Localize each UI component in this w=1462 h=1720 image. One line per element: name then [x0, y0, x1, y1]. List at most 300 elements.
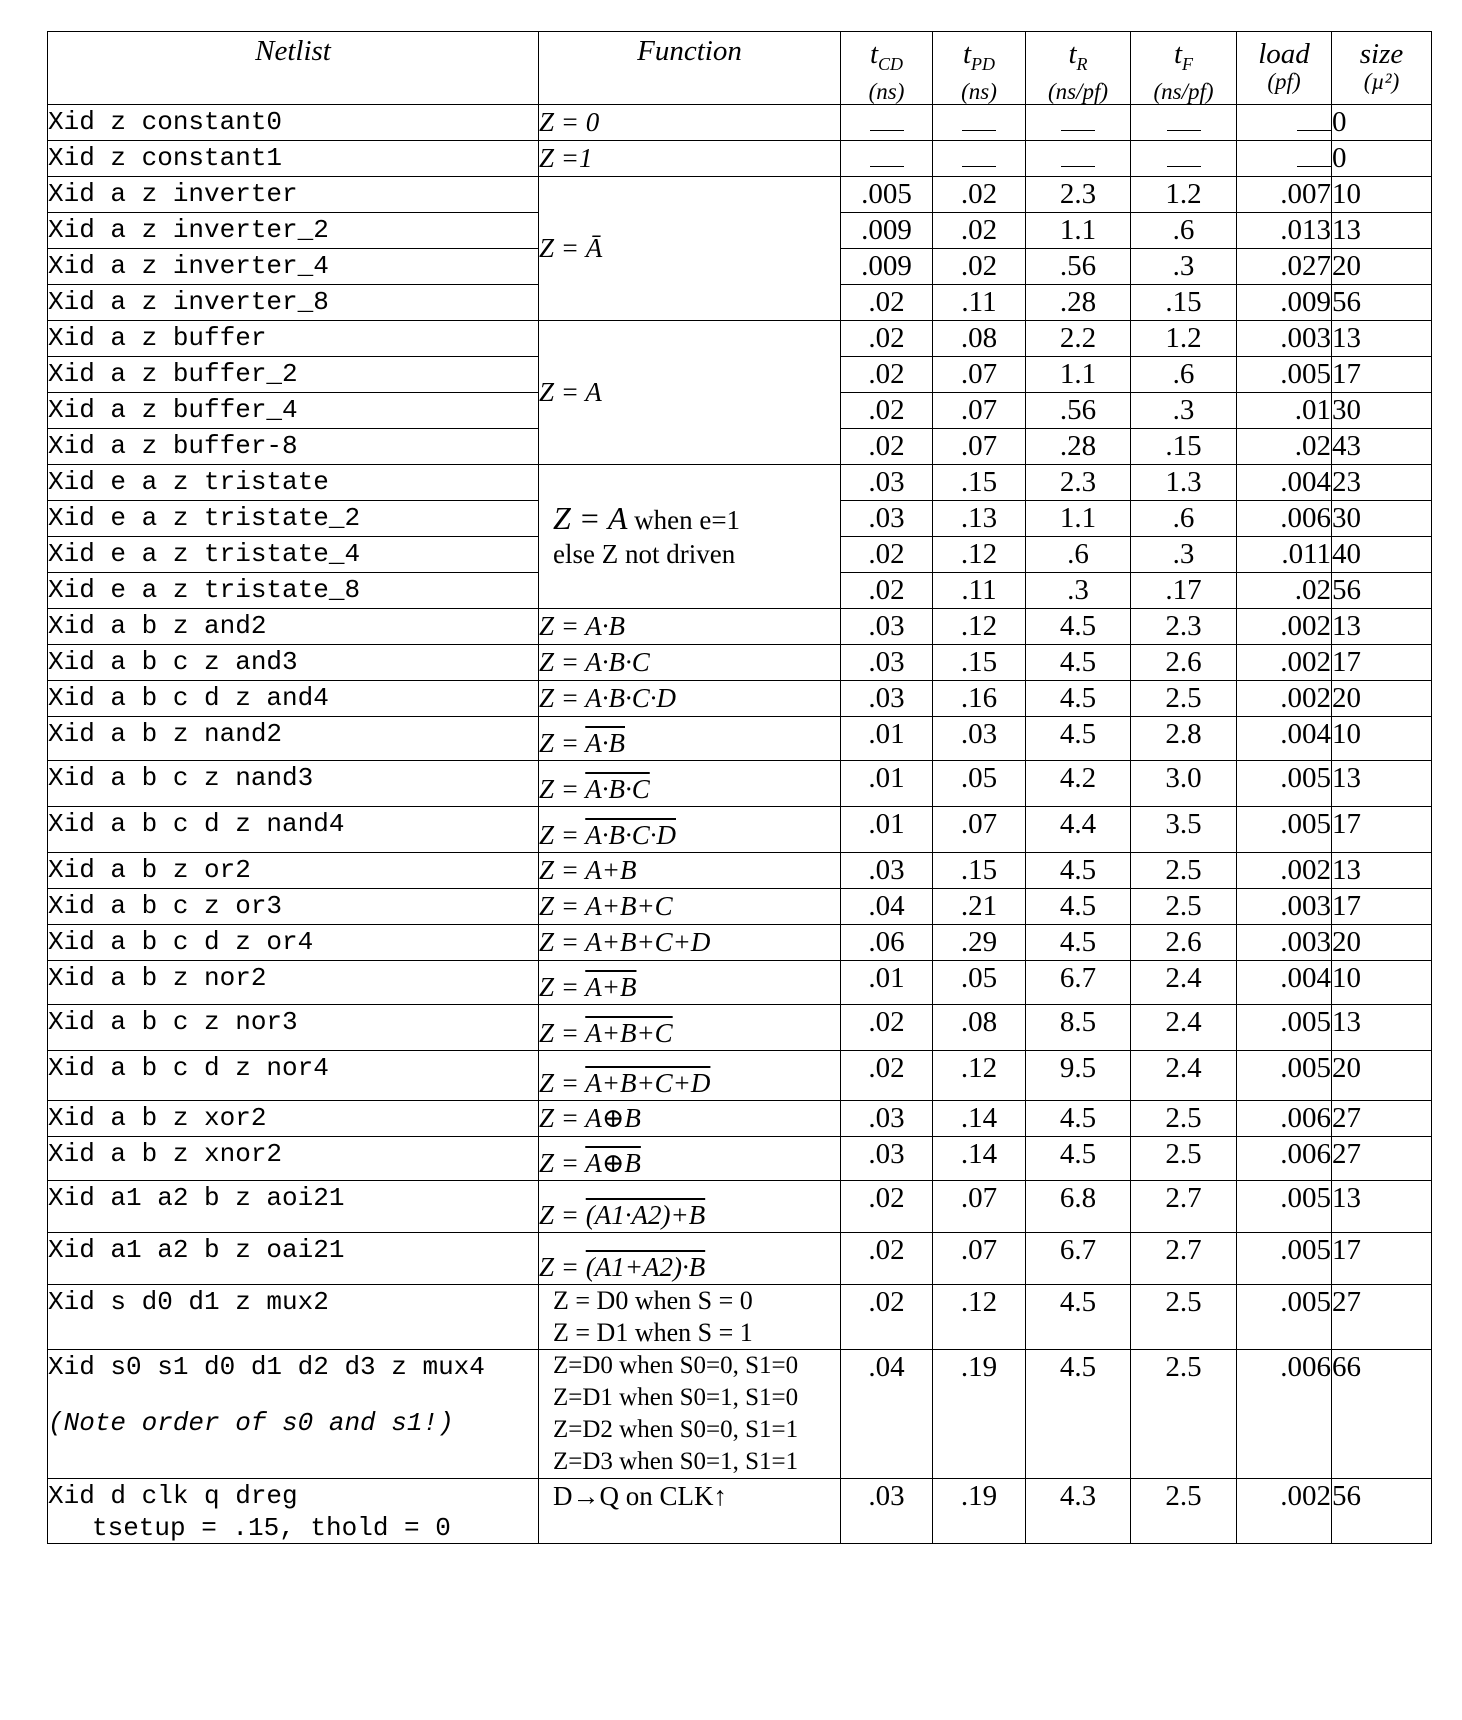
netlist-text: Xid a b z or2: [48, 854, 251, 885]
load-value: .005: [1280, 1285, 1331, 1318]
netlist-cell: [48, 1232, 539, 1284]
tpd-value: .19: [960, 1479, 998, 1512]
load-value: .006: [1280, 501, 1331, 534]
load-cell: [1237, 1136, 1332, 1180]
tf-cell: [1131, 644, 1237, 680]
load-cell: [1237, 176, 1332, 212]
tpd-value: .12: [960, 1285, 998, 1318]
tf-cell: [1131, 1349, 1237, 1478]
load-cell: [1237, 356, 1332, 392]
table-row: [48, 464, 1432, 500]
tcd-value: .009: [861, 213, 912, 246]
size-cell: [1332, 464, 1432, 500]
load-value: .005: [1280, 357, 1331, 390]
function-eq: Z = A: [553, 500, 628, 537]
tf-value: 2.6: [1165, 645, 1202, 678]
netlist-text: Xid z constant0: [48, 106, 283, 137]
tcd-cell: [841, 1180, 933, 1232]
tpd-cell: [933, 284, 1026, 320]
tpd-cell: [933, 104, 1026, 140]
size-cell: [1332, 608, 1432, 644]
netlist-text: Xid a b z and2: [48, 610, 267, 641]
table-row: [48, 608, 1432, 644]
tr-cell: [1026, 924, 1131, 960]
tr-cell: [1026, 284, 1131, 320]
load-cell: [1237, 644, 1332, 680]
load-value: .013: [1280, 213, 1331, 246]
header-size: size (µ²): [1332, 32, 1432, 105]
size-value: 56: [1332, 285, 1361, 318]
function-cell: [539, 1349, 841, 1478]
tcd-cell: [841, 320, 933, 356]
function-text: Z = A·B: [539, 610, 625, 641]
netlist-cell: [48, 320, 539, 356]
function-overlined: A·B: [585, 727, 625, 758]
tcd-cell: [841, 140, 933, 176]
size-value: 17: [1332, 807, 1361, 840]
load-cell: [1237, 1232, 1332, 1284]
size-value: 20: [1332, 925, 1361, 958]
tf-value: 2.7: [1165, 1181, 1202, 1214]
size-cell: [1332, 212, 1432, 248]
tcd-value: .02: [868, 285, 905, 318]
tcd-value: .01: [868, 961, 905, 994]
table-row: [48, 1284, 1432, 1349]
tcd-value: .03: [868, 853, 905, 886]
tr-cell: [1026, 806, 1131, 852]
function-prefix: Z =: [539, 1199, 586, 1230]
tf-cell: [1131, 356, 1237, 392]
tcd-cell: [841, 716, 933, 760]
tcd-cell: [841, 608, 933, 644]
tr-value: 4.5: [1059, 717, 1097, 750]
size-value: 27: [1332, 1285, 1361, 1318]
tf-cell: [1131, 680, 1237, 716]
tf-value: 2.4: [1165, 1051, 1202, 1084]
function-overlined: A+B: [585, 971, 637, 1002]
tcd-cell: [841, 1136, 933, 1180]
function-line: [553, 501, 840, 537]
netlist-cell: [48, 1284, 539, 1349]
tr-value: 6.8: [1059, 1181, 1097, 1214]
load-value: .006: [1280, 1101, 1331, 1134]
load-cell: [1237, 140, 1332, 176]
tpd-value: .07: [960, 393, 998, 426]
table-row: [48, 644, 1432, 680]
size-cell: [1332, 716, 1432, 760]
netlist-text: Xid a z buffer_4: [48, 394, 298, 425]
function-text: Z = A+B: [539, 854, 637, 885]
tcd-cell: [841, 284, 933, 320]
tpd-value: .11: [961, 285, 997, 318]
load-value: .005: [1280, 1233, 1331, 1266]
tpd-cell: [933, 140, 1026, 176]
tr-cell: [1026, 320, 1131, 356]
tr-cell: [1026, 248, 1131, 284]
tpd-value: .05: [960, 961, 998, 994]
size-value: 0: [1332, 141, 1347, 174]
tpd-cell: [933, 1232, 1026, 1284]
netlist-text: Xid a b c d z and4: [48, 682, 329, 713]
size-value: 17: [1332, 1233, 1361, 1266]
function-cell: [539, 140, 841, 176]
tpd-value: .15: [960, 465, 998, 498]
tcd-value: .02: [868, 357, 905, 390]
tpd-value: .03: [960, 717, 998, 750]
tr-cell: [1026, 1100, 1131, 1136]
function-line: Z=D3 when S0=1, S1=1: [553, 1447, 799, 1475]
tr-value: 4.5: [1059, 609, 1097, 642]
netlist-cell: [48, 428, 539, 464]
size-cell: [1332, 248, 1432, 284]
size-cell: [1332, 1180, 1432, 1232]
size-value: 30: [1332, 393, 1361, 426]
netlist-cell: [48, 1004, 539, 1050]
netlist-cell: [48, 960, 539, 1004]
tf-value: .6: [1172, 501, 1195, 534]
tpd-cell: [933, 428, 1026, 464]
tpd-value: .15: [960, 853, 998, 886]
function-text: Z = A+B+C+D: [539, 926, 711, 957]
function-cell: [539, 806, 841, 852]
table-row: [48, 1050, 1432, 1100]
tr-value: 6.7: [1059, 1233, 1097, 1266]
tcd-cell: [841, 960, 933, 1004]
tf-value: 1.2: [1165, 177, 1202, 210]
tf-value: .17: [1165, 573, 1202, 606]
load-cell: [1237, 212, 1332, 248]
dash-mark: [1061, 130, 1095, 131]
table-row: [48, 1349, 1432, 1478]
header-row: [48, 32, 1432, 105]
netlist-cell: [48, 356, 539, 392]
function-cell: [539, 1180, 841, 1232]
table-row: [48, 924, 1432, 960]
netlist-text: Xid a z inverter_8: [48, 286, 329, 317]
table-row: [48, 1478, 1432, 1543]
size-cell: [1332, 852, 1432, 888]
tf-value: 2.5: [1165, 1350, 1202, 1383]
load-value: .005: [1280, 761, 1331, 794]
netlist-text: Xid a b z xnor2: [48, 1138, 283, 1169]
dash-mark: [1297, 130, 1331, 131]
size-value: 27: [1332, 1101, 1361, 1134]
function-cell: [539, 1232, 841, 1284]
tcd-cell: [841, 1284, 933, 1349]
load-value: .02: [1294, 573, 1331, 606]
tf-cell: [1131, 924, 1237, 960]
tr-value: .28: [1059, 285, 1097, 318]
tpd-cell: [933, 760, 1026, 806]
function-overlined: (A1·A2)+B: [585, 1199, 706, 1230]
table-row: [48, 960, 1432, 1004]
load-cell: [1237, 464, 1332, 500]
tpd-value: .07: [960, 1181, 998, 1214]
tr-value: 4.5: [1059, 1350, 1097, 1383]
tr-cell: [1026, 536, 1131, 572]
function-prefix: Z =: [539, 773, 586, 804]
dash-mark: [1061, 166, 1095, 167]
tpd-cell: [933, 960, 1026, 1004]
load-cell: [1237, 888, 1332, 924]
tr-cell: [1026, 1180, 1131, 1232]
tr-value: 4.5: [1059, 1285, 1097, 1318]
tcd-value: .04: [868, 1350, 905, 1383]
tr-value: 4.5: [1059, 681, 1097, 714]
tcd-cell: [841, 888, 933, 924]
tr-value: 4.5: [1059, 1137, 1097, 1170]
tf-value: 2.6: [1165, 925, 1202, 958]
table-row: [48, 1136, 1432, 1180]
tr-value: .56: [1059, 393, 1097, 426]
size-value: 17: [1332, 357, 1361, 390]
size-value: 10: [1332, 717, 1361, 750]
tr-cell: [1026, 1478, 1131, 1543]
function-cell: [539, 1478, 841, 1543]
tpd-cell: [933, 1136, 1026, 1180]
tpd-cell: [933, 806, 1026, 852]
netlist-text: Xid a b c z and3: [48, 646, 298, 677]
tf-value: 3.0: [1165, 761, 1202, 794]
tf-cell: [1131, 500, 1237, 536]
tpd-cell: [933, 852, 1026, 888]
load-value: .002: [1280, 853, 1331, 886]
netlist-cell: [48, 1050, 539, 1100]
tr-cell: [1026, 608, 1131, 644]
function-line: Z=D2 when S0=0, S1=1: [553, 1415, 799, 1443]
tcd-cell: [841, 1232, 933, 1284]
tr-cell: [1026, 1050, 1131, 1100]
tr-value: .56: [1059, 249, 1097, 282]
tf-cell: [1131, 1004, 1237, 1050]
tcd-value: .005: [861, 177, 912, 210]
netlist-text: Xid a1 a2 b z aoi21: [48, 1182, 345, 1213]
function-prefix: Z =: [539, 1147, 586, 1178]
tr-value: 2.2: [1059, 321, 1097, 354]
netlist-text: Xid a b z nand2: [48, 718, 283, 749]
tcd-value: .03: [868, 609, 905, 642]
load-value: .006: [1280, 1350, 1331, 1383]
netlist-cell: [48, 852, 539, 888]
netlist-text: Xid a b c d z or4: [48, 926, 314, 957]
size-value: 56: [1332, 1479, 1361, 1512]
tpd-cell: [933, 888, 1026, 924]
tr-value: 1.1: [1059, 501, 1097, 534]
tcd-value: .02: [868, 537, 905, 570]
table-row: [48, 320, 1432, 356]
tr-value: 4.5: [1059, 925, 1097, 958]
header-function: Function: [539, 32, 841, 105]
size-value: 13: [1332, 213, 1361, 246]
function-overlined: A·B·C·D: [585, 819, 676, 850]
tpd-cell: [933, 1478, 1026, 1543]
tf-cell: [1131, 536, 1237, 572]
size-value: 20: [1332, 1051, 1361, 1084]
tr-value: 9.5: [1059, 1051, 1097, 1084]
netlist-cell: [48, 104, 539, 140]
tpd-value: .15: [960, 645, 998, 678]
tpd-value: .29: [960, 925, 998, 958]
tcd-cell: [841, 248, 933, 284]
tf-cell: [1131, 1136, 1237, 1180]
tr-cell: [1026, 500, 1131, 536]
tr-value: 4.5: [1059, 645, 1097, 678]
tpd-cell: [933, 1004, 1026, 1050]
tpd-value: .02: [960, 213, 998, 246]
tcd-value: .01: [868, 807, 905, 840]
table-row: [48, 888, 1432, 924]
dash-mark: [962, 130, 996, 131]
tcd-cell: [841, 760, 933, 806]
netlist-text: Xid a z inverter_2: [48, 214, 329, 245]
size-value: 0: [1332, 105, 1347, 138]
function-cell: [539, 1284, 841, 1349]
load-cell: [1237, 852, 1332, 888]
size-value: 43: [1332, 429, 1361, 462]
netlist-cell: [48, 176, 539, 212]
load-cell: [1237, 248, 1332, 284]
tr-cell: [1026, 760, 1131, 806]
size-value: 13: [1332, 1005, 1361, 1038]
netlist-text: Xid d clk q dreg: [48, 1480, 298, 1511]
function-cell: [539, 1004, 841, 1050]
size-cell: [1332, 644, 1432, 680]
size-cell: [1332, 320, 1432, 356]
function-cell: [539, 104, 841, 140]
load-cell: [1237, 608, 1332, 644]
tpd-value: .02: [960, 177, 998, 210]
tcd-value: .03: [868, 465, 905, 498]
load-value: .004: [1280, 465, 1331, 498]
tpd-cell: [933, 536, 1026, 572]
tpd-value: .08: [960, 1005, 998, 1038]
load-value: .004: [1280, 717, 1331, 750]
function-cell: [539, 320, 841, 464]
load-cell: [1237, 320, 1332, 356]
tf-value: 1.3: [1165, 465, 1202, 498]
load-cell: [1237, 1349, 1332, 1478]
tpd-cell: [933, 680, 1026, 716]
size-cell: [1332, 572, 1432, 608]
size-cell: [1332, 356, 1432, 392]
tpd-value: .16: [960, 681, 998, 714]
size-value: 40: [1332, 537, 1361, 570]
tcd-cell: [841, 464, 933, 500]
netlist-cell: [48, 760, 539, 806]
tf-value: 2.5: [1165, 1479, 1202, 1512]
dash-mark: [1167, 166, 1201, 167]
tr-value: 1.1: [1059, 213, 1097, 246]
function-overlined: (A1+A2)·B: [585, 1251, 706, 1282]
table-row: [48, 1004, 1432, 1050]
tf-cell: [1131, 806, 1237, 852]
tpd-value: .07: [960, 357, 998, 390]
tf-cell: [1131, 608, 1237, 644]
tcd-cell: [841, 356, 933, 392]
tf-value: .3: [1172, 393, 1195, 426]
function-prefix: Z =: [539, 1251, 586, 1282]
tf-cell: [1131, 428, 1237, 464]
function-overlined: A·B·C: [585, 773, 650, 804]
netlist-cell: [48, 1180, 539, 1232]
load-value: .02: [1294, 429, 1331, 462]
function-text: Z = A+B+C: [539, 890, 673, 921]
header-tpd: $t_{PD}$ (ns): [933, 32, 1026, 105]
size-value: 27: [1332, 1137, 1361, 1170]
function-cond: when e=1: [627, 505, 741, 536]
standard-cell-table: [47, 31, 1432, 1544]
tf-cell: [1131, 392, 1237, 428]
load-cell: [1237, 500, 1332, 536]
netlist-text: Xid a b z nor2: [48, 962, 267, 993]
size-cell: [1332, 888, 1432, 924]
function-text: D→Q on CLK↑: [553, 1480, 727, 1511]
tpd-cell: [933, 248, 1026, 284]
tcd-cell: [841, 104, 933, 140]
table-row: [48, 680, 1432, 716]
tcd-value: .04: [868, 889, 905, 922]
netlist-cell: [48, 680, 539, 716]
tr-value: 8.5: [1059, 1005, 1097, 1038]
function-cell: [539, 924, 841, 960]
tpd-value: .08: [960, 321, 998, 354]
function-overlined: A⊕B: [585, 1147, 641, 1178]
size-cell: [1332, 1100, 1432, 1136]
function-cell: [539, 888, 841, 924]
size-cell: [1332, 680, 1432, 716]
load-cell: [1237, 536, 1332, 572]
table-row: [48, 716, 1432, 760]
function-cell: [539, 1100, 841, 1136]
tcd-cell: [841, 176, 933, 212]
tr-cell: [1026, 212, 1131, 248]
load-value: .027: [1280, 249, 1331, 282]
tr-value: .28: [1059, 429, 1097, 462]
tcd-value: .02: [868, 1181, 905, 1214]
size-cell: [1332, 536, 1432, 572]
tcd-value: .03: [868, 645, 905, 678]
function-cell: [539, 760, 841, 806]
tcd-cell: [841, 924, 933, 960]
tcd-cell: [841, 1100, 933, 1136]
tpd-cell: [933, 356, 1026, 392]
netlist-text: Xid a b c d z nand4: [48, 808, 345, 839]
tcd-cell: [841, 1050, 933, 1100]
tpd-cell: [933, 1284, 1026, 1349]
table-row: [48, 852, 1432, 888]
tcd-value: .02: [868, 321, 905, 354]
tf-cell: [1131, 212, 1237, 248]
tr-value: 4.3: [1059, 1479, 1097, 1512]
tf-value: 3.5: [1165, 807, 1202, 840]
tr-value: 4.5: [1059, 889, 1097, 922]
table-row: [48, 1100, 1432, 1136]
function-cell: [539, 464, 841, 608]
header-load: load (pf): [1237, 32, 1332, 105]
tf-value: .3: [1172, 249, 1195, 282]
function-cell: [539, 852, 841, 888]
size-cell: [1332, 1232, 1432, 1284]
table-row: [48, 1232, 1432, 1284]
tr-cell: [1026, 572, 1131, 608]
tpd-value: .12: [960, 537, 998, 570]
tcd-value: .03: [868, 1479, 905, 1512]
tpd-value: .07: [960, 1233, 998, 1266]
tpd-value: .05: [960, 761, 998, 794]
netlist-cell: [48, 806, 539, 852]
load-cell: [1237, 1100, 1332, 1136]
tpd-cell: [933, 176, 1026, 212]
